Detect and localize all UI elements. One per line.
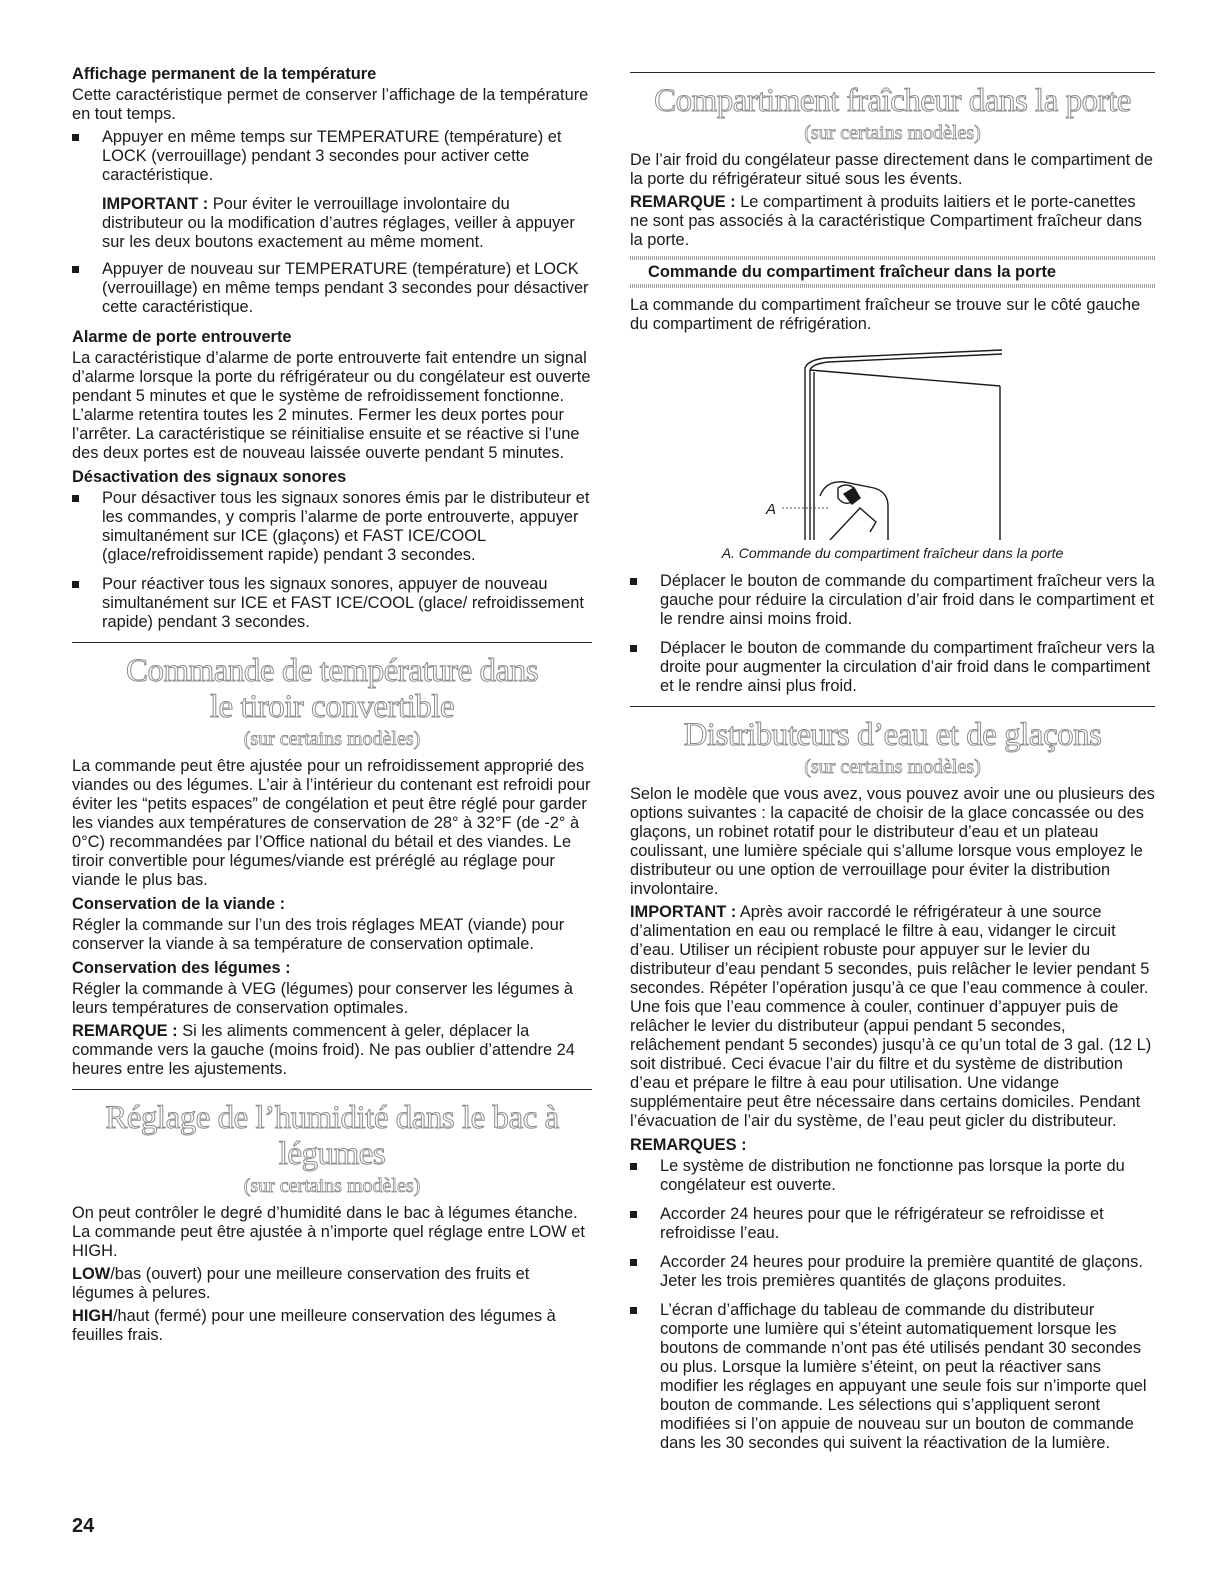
heading-permanent-display: Affichage permanent de la température — [72, 65, 377, 83]
list-item: Pour réactiver tous les signaux sonores, appuyer de nouveau simultanément sur ICE et FAST ICE/COOL (glace/ refroidissement rapide) pendant 3 secondes. — [72, 575, 592, 632]
low-label: LOW — [72, 1265, 111, 1283]
section-divider — [72, 642, 592, 643]
section-subtitle: (sur certains modèles) — [243, 728, 421, 750]
heading-door-compartment-control: Commande du compartiment fraîcheur dans la porte — [648, 263, 1057, 281]
heading-meat: Conservation de la viande : — [72, 895, 286, 913]
bullet-list — [630, 1157, 1155, 1453]
left-column — [72, 64, 592, 1349]
important-text: Après avoir raccordé le réfrigérateur à une source d’alimentation en eau ou remplacé le filtre à eau, vidanger le circuit d’eau. Utiliser un récipient robuste pour appuyer sur le levier du distributeur d’eau pendant 5 secondes, puis relâcher le levier pendant 5 secondes. Répéter l’opération jusqu’à ce que l’eau commence à couler. Une fois que l’eau commence à couler, continuer d’appuyer puis de relâcher le levier du distributeur (appui pendant 5 secondes, relâchement pendant 5 secondes) jusqu’à ce qu’un total de 3 gal. (12 L) soit distribué. Ceci évacue l’air du filtre et du système de distribution d’eau et prépare le filtre à eau pour utilisation. Une vidange supplémentaire peut être nécessaire dans certains domiciles. Pendant l’évacuation de l’air du système, de l’eau peut gicler du distributeur. — [630, 903, 1152, 1130]
bullet-list — [72, 128, 592, 185]
list-item: Pour désactiver tous les signaux sonores émis par le distributeur et les commandes, y compris l’alarme de porte entrouverte, appuyer simultanément sur ICE (glaçons) et FAST ICE/COOL (glace/refroidissement rapide) pendant 3 secondes. — [72, 489, 592, 565]
high-setting-text — [72, 1307, 592, 1345]
high-label: HIGH — [72, 1307, 113, 1325]
paragraph: Cette caractéristique permet de conserver l’affichage de la température en tout temps. — [72, 86, 589, 123]
list-item: Le système de distribution ne fonctionne pas lorsque la porte du congélateur est ouverte. — [630, 1157, 1155, 1195]
section-title-dispensers: Distributeurs d’eau et de glaçons — [683, 717, 1102, 753]
bullet-list — [72, 489, 592, 632]
section-subtitle: (sur certains modèles) — [804, 756, 981, 778]
remark-note — [72, 1022, 592, 1079]
list-item: Accorder 24 heures pour que le réfrigérateur se refroidisse et refroidisse l’eau. — [630, 1205, 1155, 1243]
section-divider — [630, 706, 1155, 707]
remark-text: Le compartiment à produits laitiers et le porte-canettes ne sont pas associés à la caractéristique Compartiment fraîcheur dans la porte. — [630, 193, 1143, 249]
paragraph: On peut contrôler le degré d’humidité dans le bac à légumes étanche. La commande peut être ajustée à n’importe quel réglage entre LOW et HIGH. — [72, 1204, 585, 1260]
important-label: IMPORTANT : — [102, 195, 209, 213]
paragraph: La commande peut être ajustée pour un refroidissement approprié des viandes ou des légumes. L’air à l’intérieur du contenant est refroidi pour éviter les “petits espaces” de congélation et peut être réglé pour garder les viandes aux températures de conservation de 28° à 32°F (de -2° à 0°C) recommandées par l’Office national du bétail et des viandes. Le tiroir convertible pour légumes/viande est préréglé au réglage pour viande le plus bas. — [72, 757, 591, 889]
paragraph: Selon le modèle que vous avez, vous pouvez avoir une ou plusieurs des options suivantes : la capacité de choisir de la glace concassée ou des glaçons, un robinet rotatif pour le distributeur d’eau et un plateau coulissant, une lumière spéciale qui s’allume lorsque vous employez le distributeur ou une option de verrouillage pour éviter la distribution involontaire. — [630, 785, 1155, 898]
section-title-door-compartment: Compartiment fraîcheur dans la porte — [654, 83, 1131, 119]
section-subtitle: (sur certains modèles) — [243, 1175, 421, 1197]
list-item: Accorder 24 heures pour produire la première quantité de glaçons. Jeter les trois premières quantités de glaçons produites. — [630, 1253, 1155, 1291]
heading-vegetables: Conservation des légumes : — [72, 959, 291, 977]
paragraph: La commande du compartiment fraîcheur se trouve sur le côté gauche du compartiment de réfrigération. — [630, 296, 1141, 333]
paragraph: De l’air froid du congélateur passe directement dans le compartiment de la porte du réfrigérateur situé sous les évents. — [630, 151, 1153, 188]
remark-label: REMARQUE : — [630, 193, 736, 211]
important-note — [630, 903, 1155, 1131]
low-text: /bas (ouvert) pour une meilleure conservation des fruits et légumes à pelures. — [72, 1265, 530, 1302]
right-column — [630, 64, 1155, 1463]
paragraph: Régler la commande à VEG (légumes) pour conserver les légumes à leurs températures de conservation optimales. — [72, 980, 574, 1017]
section-divider — [72, 1089, 592, 1090]
control-illustration — [630, 340, 1155, 540]
subsection-banner — [630, 256, 1155, 288]
section-title-humidity: Réglage de l’humidité dans le bac à légumes — [105, 1100, 559, 1172]
important-note — [72, 195, 592, 252]
title-line: le tiroir convertible — [209, 689, 455, 725]
hatch-line — [630, 284, 1155, 288]
heading-door-alarm: Alarme de porte entrouverte — [72, 328, 292, 346]
low-setting-text — [72, 1265, 592, 1303]
section-divider — [630, 72, 1155, 73]
remark-note — [630, 193, 1155, 250]
refrigerator-compartment-drawing — [630, 340, 1155, 540]
page-number: 24 — [72, 1515, 95, 1537]
remark-text: Si les aliments commencent à geler, déplacer la commande vers la gauche (moins froid). Ne pas oublier d’attendre 24 heures entre les ajustements. — [72, 1022, 575, 1078]
important-label: IMPORTANT : — [630, 903, 737, 921]
list-item: L’écran d’affichage du tableau de commande du distributeur comporte une lumière qui s’éteint automatiquement lorsque les boutons de commande n’ont pas été utilisés pendant 30 secondes ou plus. Lorsque la lumière s’éteint, on peut la réactiver sans modifier les réglages en appuyant une seule fois sur n’importe quel bouton de commande. Les sélections qui s’appliquent seront modifiées si l’on appuie de nouveau sur un bouton de commande dans les 30 secondes qui suivent la réactivation de la lumière. — [630, 1301, 1155, 1453]
title-line: Commande de température dans — [125, 653, 539, 689]
remark-label: REMARQUE : — [72, 1022, 178, 1040]
bullet-list — [72, 260, 592, 317]
section-title-convertible-drawer — [72, 653, 592, 725]
section-subtitle: (sur certains modèles) — [804, 122, 981, 144]
list-item: Déplacer le bouton de commande du compartiment fraîcheur vers la droite pour augmenter la circulation d’air froid dans le compartiment et le rendre ainsi plus froid. — [630, 639, 1155, 696]
paragraph: La caractéristique d’alarme de porte entrouverte fait entendre un signal d’alarme lorsque la porte du réfrigérateur ou du congélateur est ouverte pendant 5 minutes et que le système de refroidissement fonctionne. L’alarme retentira toutes les 2 minutes. Fermer les deux portes pour l’arrêter. La caractéristique se réinitialise ensuite et se réactive si l’une des deux portes est de nouveau laissée ouverte pendant 5 minutes. — [72, 349, 591, 462]
list-item: Appuyer en même temps sur TEMPERATURE (température) et LOCK (verrouillage) pendant 3 secondes pour activer cette caractéristique. — [72, 128, 592, 185]
figure-caption: A. Commande du compartiment fraîcheur dans la porte — [721, 545, 1064, 561]
paragraph: Régler la commande sur l’un des trois réglages MEAT (viande) pour conserver la viande à sa température de conservation optimale. — [72, 916, 565, 953]
figure-label-a: A — [766, 501, 777, 518]
high-text: /haut (fermé) pour une meilleure conservation des légumes à feuilles frais. — [72, 1307, 556, 1344]
list-item: Appuyer de nouveau sur TEMPERATURE (température) et LOCK (verrouillage) en même temps pendant 3 secondes pour désactiver cette caractéristique. — [72, 260, 592, 317]
bullet-list — [630, 572, 1155, 696]
important-text: Pour éviter le verrouillage involontaire du distributeur ou la modification d’autres réglages, veiller à appuyer sur les deux boutons exactement au même moment. — [102, 195, 575, 251]
heading-disable-sounds: Désactivation des signaux sonores — [72, 468, 347, 486]
heading-remarks: REMARQUES : — [630, 1136, 747, 1154]
list-item: Déplacer le bouton de commande du compartiment fraîcheur vers la gauche pour réduire la circulation d’air froid dans le compartiment et le rendre ainsi moins froid. — [630, 572, 1155, 629]
hatch-line — [630, 256, 1155, 260]
